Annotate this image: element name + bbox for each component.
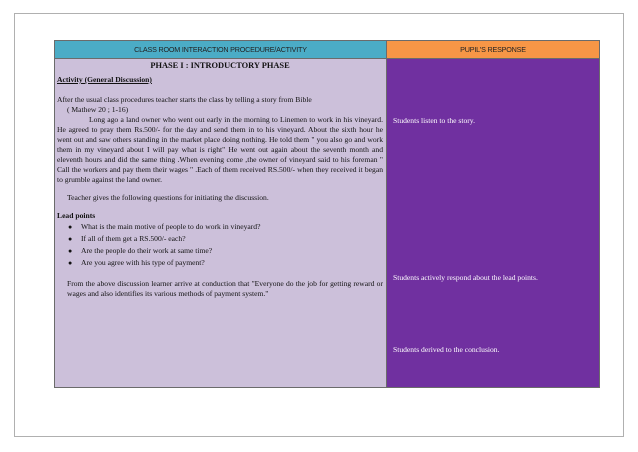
response-cell xyxy=(387,59,600,388)
lead-point: ● Are you agree with his type of payment? xyxy=(68,258,205,267)
phase-title: PHASE I : INTRODUCTORY PHASE xyxy=(150,61,290,70)
response-conclusion: Students derived to the conclusion. xyxy=(393,345,500,354)
lead-points-list xyxy=(57,221,383,269)
lead-point: ● Are the people do their work at same time? xyxy=(68,246,213,255)
bullet-icon: ● xyxy=(68,235,73,243)
story-paragraph: Long ago a land owner who went out early in the morning to Linemen to work in his vineyard. He agreed to pray them Rs.500/- for the day and send them in to his vineyard. About the sixth hour he went out and saw others standing in the market place doing nothing. He told them " you also go and work them in my vineyard about I will pay what is right" He went out again about the seventh month and eleventh hours and did the same thing .When evening come ,the owner of vineyard said to his foreman " Call the workers and pay them their wages " .Each of them received RS.500/- when they received it began to grumble against the land owner. xyxy=(57,115,383,184)
header-procedure: CLASS ROOM INTERACTION PROCEDURE/ACTIVITY xyxy=(55,41,387,59)
response-lead-points: Students actively respond about the lead points. xyxy=(393,273,538,282)
lead-point: ● What is the main motive of people to do work in vineyard? xyxy=(68,222,261,231)
procedure-cell xyxy=(55,59,387,388)
lead-point: ● If all of them get a RS.500/- each? xyxy=(68,234,186,243)
bullet-icon: ● xyxy=(68,223,73,231)
conclusion-paragraph: From the above discussion learner arrive at conduction that "Everyone do the job for getting reward or wages and also identifies its various methods of payment system." xyxy=(67,279,383,298)
response-listen: Students listen to the story. xyxy=(393,116,475,125)
activity-title: Activity (General Discussion) xyxy=(57,75,152,84)
lesson-table xyxy=(54,40,600,388)
bullet-icon: ● xyxy=(68,259,73,267)
bible-reference: ( Mathew 20 ; 1-16) xyxy=(67,105,129,114)
teacher-questions-note: Teacher gives the following questions for initiating the discussion. xyxy=(67,193,269,202)
bullet-icon: ● xyxy=(68,247,73,255)
header-response: PUPIL'S RESPONSE xyxy=(387,41,600,59)
lead-points-title: Lead points xyxy=(57,211,96,220)
intro-line: After the usual class procedures teacher starts the class by telling a story from Bible xyxy=(57,95,312,104)
